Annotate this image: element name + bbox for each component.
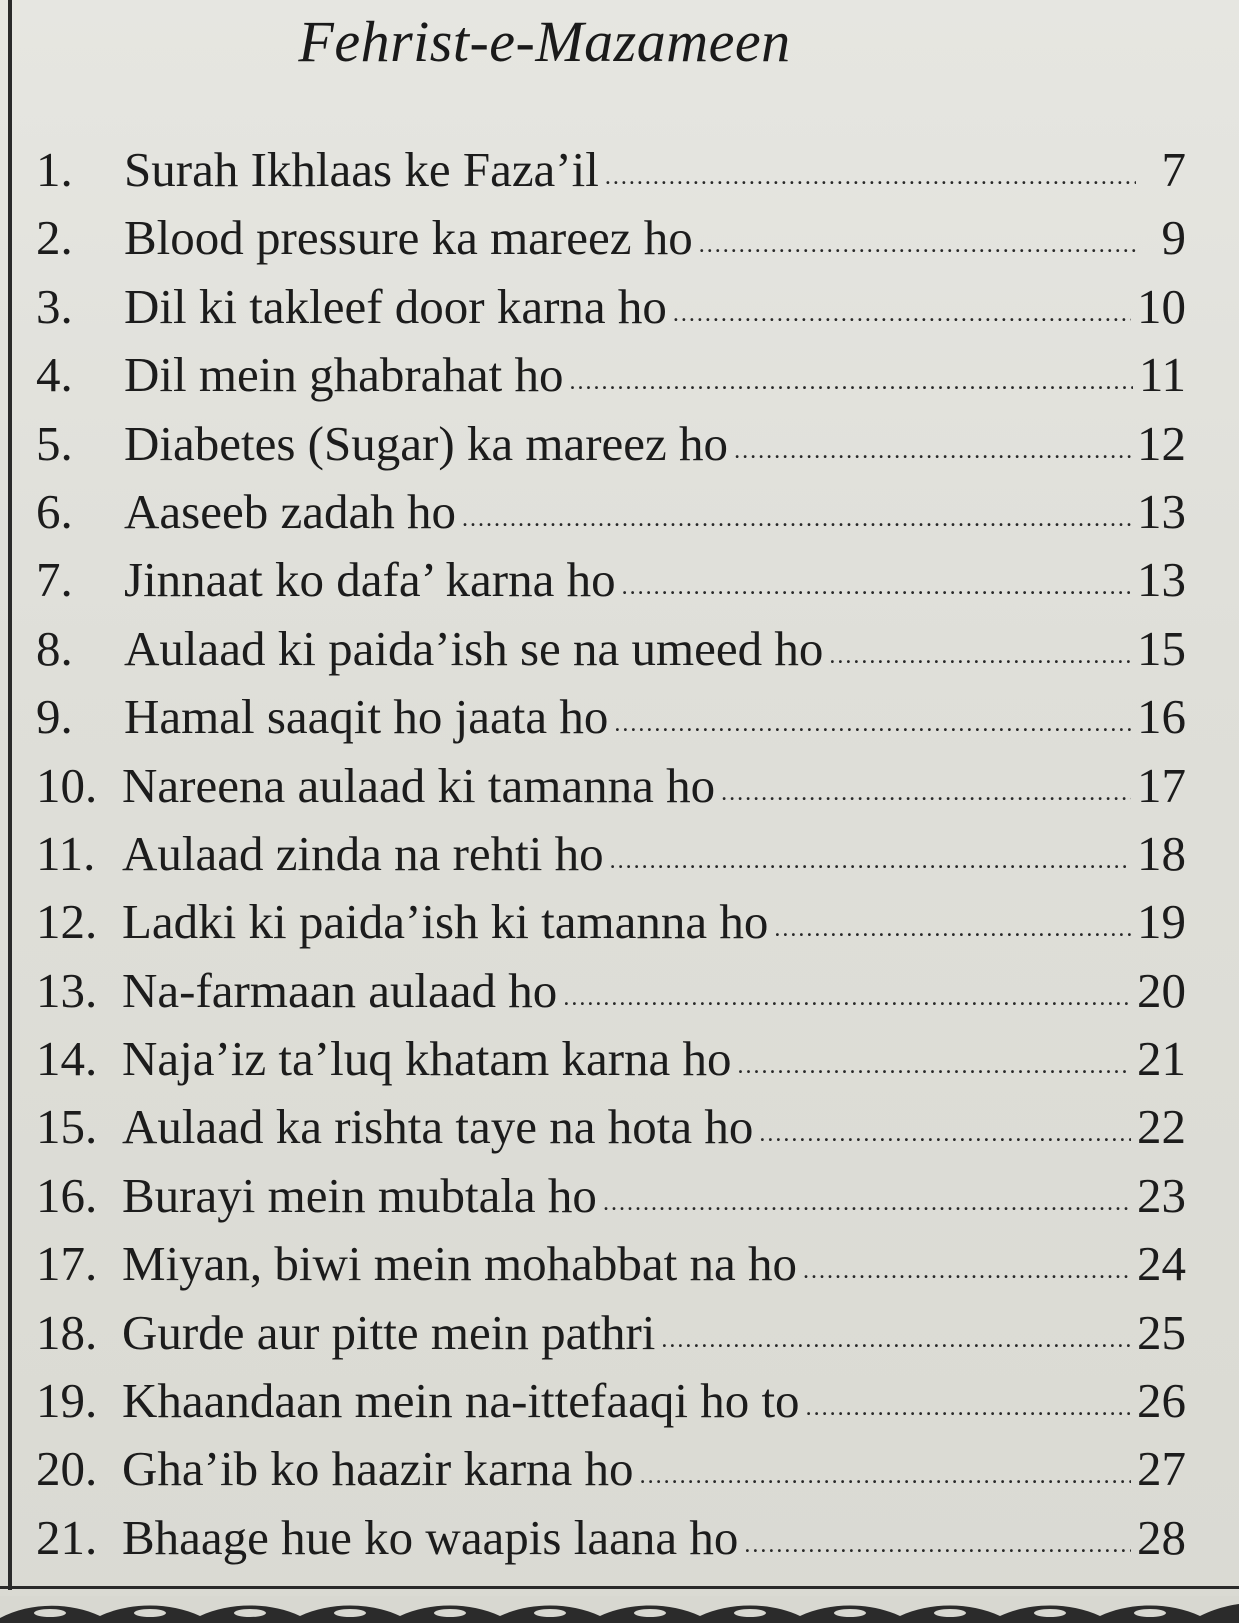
entry-page-number: 26 xyxy=(1137,1373,1186,1429)
entry-number: 16. xyxy=(36,1167,98,1223)
dot-leader xyxy=(614,690,1131,758)
dot-leader xyxy=(806,1374,1131,1442)
ornament-border-graphic xyxy=(0,1596,1239,1623)
entry-page-number: 17 xyxy=(1137,757,1186,813)
entry-number: 1. xyxy=(36,142,73,197)
entry-title: Dil ki takleef door karna ho xyxy=(124,278,667,334)
toc-entry xyxy=(36,1504,1186,1572)
dot-leader xyxy=(462,485,1131,553)
entry-title: Surah Ikhlaas ke Faza’il xyxy=(124,142,599,197)
entry-page-number: 13 xyxy=(1137,483,1186,539)
entry-page-number: 7 xyxy=(1161,142,1186,197)
entry-title: Naja’iz ta’luq khatam karna ho xyxy=(122,1031,732,1087)
decorative-bottom-border xyxy=(0,1596,1239,1623)
dot-leader xyxy=(759,1100,1131,1168)
toc-entry xyxy=(36,1435,1186,1503)
toc-entry xyxy=(36,546,1186,614)
entry-page-number: 13 xyxy=(1137,552,1186,608)
entry-number: 5. xyxy=(36,415,73,471)
table-of-contents xyxy=(36,136,1186,1572)
toc-entry xyxy=(36,1093,1186,1161)
entry-page-number: 18 xyxy=(1137,825,1186,881)
entry-page-number: 10 xyxy=(1137,278,1186,334)
entry-number: 11. xyxy=(36,825,96,881)
toc-entry xyxy=(36,1162,1186,1230)
entry-title: Aulaad ka rishta taye na hota ho xyxy=(122,1099,754,1155)
entry-title: Dil mein ghabrahat ho xyxy=(124,347,564,403)
entry-number: 19. xyxy=(36,1373,98,1429)
entry-title: Hamal saaqit ho jaata ho xyxy=(124,689,609,745)
entry-number: 18. xyxy=(36,1304,98,1360)
toc-entry xyxy=(36,1025,1186,1093)
entry-page-number: 23 xyxy=(1137,1167,1186,1223)
entry-number: 17. xyxy=(36,1236,98,1292)
entry-title: Diabetes (Sugar) ka mareez ho xyxy=(124,415,729,471)
entry-page-number: 21 xyxy=(1137,1031,1186,1087)
entry-title: Burayi mein mubtala ho xyxy=(122,1167,597,1223)
dot-leader xyxy=(563,964,1131,1032)
entry-number: 2. xyxy=(36,210,73,266)
toc-entry xyxy=(36,1230,1186,1298)
entry-number: 15. xyxy=(36,1099,98,1155)
dot-leader xyxy=(622,553,1131,621)
dot-leader xyxy=(744,1511,1131,1579)
entry-title: Bhaage hue ko waapis laana ho xyxy=(122,1509,739,1565)
entry-number: 20. xyxy=(36,1441,98,1497)
entry-title: Aulaad ki paida’ish se na umeed ho xyxy=(124,620,824,676)
entry-number: 3. xyxy=(36,278,73,334)
entry-title: Khaandaan mein na-ittefaaqi ho to xyxy=(122,1373,800,1429)
toc-entry xyxy=(36,752,1186,820)
entry-page-number: 20 xyxy=(1137,962,1186,1018)
entry-number: 10. xyxy=(36,757,98,813)
dot-leader xyxy=(699,211,1136,279)
entry-page-number: 15 xyxy=(1137,620,1186,676)
entry-title: Aaseeb zadah ho xyxy=(124,483,456,539)
toc-entry xyxy=(36,1299,1186,1367)
entry-title: Ladki ki paida’ish ki tamanna ho xyxy=(122,894,769,950)
dot-leader xyxy=(829,622,1131,690)
dot-leader xyxy=(570,348,1133,416)
entry-page-number: 11 xyxy=(1138,347,1186,403)
entry-number: 12. xyxy=(36,894,98,950)
bottom-border-rule xyxy=(0,1586,1239,1589)
entry-title: Gurde aur pitte mein pathri xyxy=(122,1304,656,1360)
entry-page-number: 24 xyxy=(1137,1236,1186,1292)
entry-title: Miyan, biwi mein mohabbat na ho xyxy=(122,1236,797,1292)
dot-leader xyxy=(774,895,1131,963)
entry-number: 13. xyxy=(36,962,98,1018)
left-border-rule xyxy=(8,0,12,1590)
toc-entry xyxy=(36,136,1186,204)
dot-leader xyxy=(610,827,1131,895)
entry-page-number: 25 xyxy=(1137,1304,1186,1360)
entry-number: 6. xyxy=(36,483,73,539)
entry-page-number: 12 xyxy=(1137,415,1186,471)
dot-leader xyxy=(803,1237,1131,1305)
entry-number: 14. xyxy=(36,1031,98,1087)
entry-page-number: 16 xyxy=(1137,689,1186,745)
toc-entry xyxy=(36,273,1186,341)
toc-entry xyxy=(36,341,1186,409)
toc-entry xyxy=(36,683,1186,751)
entry-number: 9. xyxy=(36,689,73,745)
entry-number: 8. xyxy=(36,620,73,676)
dot-leader xyxy=(605,143,1136,211)
entry-page-number: 27 xyxy=(1137,1441,1186,1497)
entry-number: 21. xyxy=(36,1509,98,1565)
toc-entry xyxy=(36,1367,1186,1435)
dot-leader xyxy=(673,280,1131,348)
toc-entry xyxy=(36,888,1186,956)
entry-title: Gha’ib ko haazir karna ho xyxy=(122,1441,634,1497)
toc-entry xyxy=(36,615,1186,683)
toc-entry xyxy=(36,957,1186,1025)
toc-entry xyxy=(36,820,1186,888)
entry-page-number: 19 xyxy=(1137,894,1186,950)
toc-entry xyxy=(36,204,1186,272)
dot-leader xyxy=(640,1442,1131,1510)
dot-leader xyxy=(603,1169,1131,1237)
entry-title: Nareena aulaad ki tamanna ho xyxy=(122,757,716,813)
dot-leader xyxy=(721,759,1131,827)
toc-entry xyxy=(36,410,1186,478)
toc-entry xyxy=(36,478,1186,546)
dot-leader xyxy=(734,417,1131,485)
entry-title: Na-farmaan aulaad ho xyxy=(122,962,558,1018)
dot-leader xyxy=(661,1306,1131,1374)
entry-number: 7. xyxy=(36,552,73,608)
entry-title: Blood pressure ka mareez ho xyxy=(124,210,693,266)
entry-page-number: 28 xyxy=(1137,1509,1186,1565)
dot-leader xyxy=(738,1032,1131,1100)
entry-number: 4. xyxy=(36,347,73,403)
entry-page-number: 9 xyxy=(1161,210,1186,266)
entry-title: Aulaad zinda na rehti ho xyxy=(122,825,604,881)
entry-page-number: 22 xyxy=(1137,1099,1186,1155)
page-title: Fehrist-e-Mazameen xyxy=(298,9,791,74)
entry-title: Jinnaat ko dafa’ karna ho xyxy=(124,552,616,608)
